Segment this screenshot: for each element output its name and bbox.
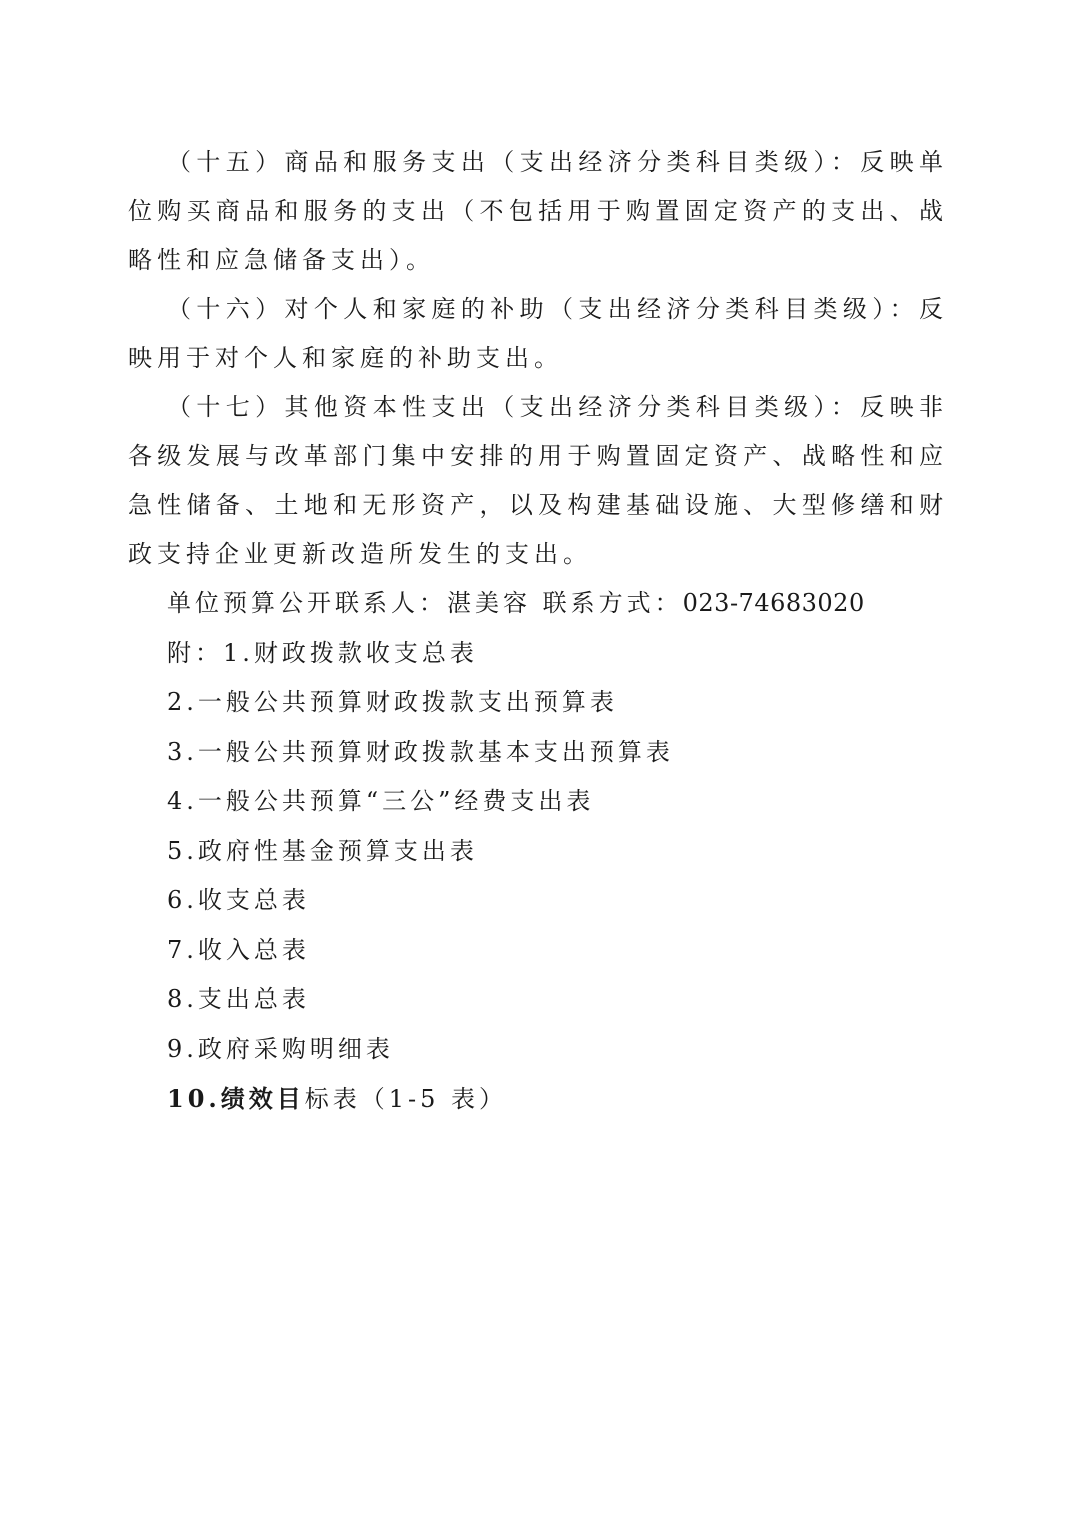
paragraph-17: （十七）其他资本性支出（支出经济分类科目类级）：反映非各级发展与改革部门集中安排的用于购置固定资产、战略性和应急性储备、土地和无形资产，以及构建基础设施、大型修缮和财政支持企业更新改造所发生的支出。 [128, 393, 948, 568]
attachment-item-3: 3.一般公共预算财政拨款基本支出预算表 [167, 737, 674, 766]
paragraph-16: （十六）对个人和家庭的补助（支出经济分类科目类级）：反映用于对个人和家庭的补助支出。 [128, 295, 948, 372]
attachment-item-4: 4.一般公共预算“三公”经费支出表 [167, 787, 595, 815]
contact-line [128, 579, 948, 629]
attachment-item-5: 5.政府性基金预算支出表 [167, 836, 478, 865]
attachment-item-2: 2.一般公共预算财政拨款支出预算表 [167, 688, 618, 716]
attachment-item-6: 6.收支总表 [167, 886, 310, 914]
document-page [128, 138, 948, 1125]
attachment-item-10-rest: 标表（1-5 表） [304, 1085, 508, 1113]
contact-method-label: 联系方式： [542, 589, 683, 617]
attachment-prefix: 附： [167, 638, 223, 667]
contact-phone: 023-74683020 [682, 589, 865, 617]
attachment-item-10-bold: 10.绩效目 [167, 1084, 305, 1113]
attachment-item-8: 8.支出总表 [167, 985, 310, 1013]
paragraph-15: （十五）商品和服务支出（支出经济分类科目类级）：反映单位购买商品和服务的支出（不包括用于购置固定资产的支出、战略性和应急储备支出）。 [128, 148, 948, 274]
attachment-item-9: 9.政府采购明细表 [167, 1034, 394, 1063]
attachment-label: 1.财政拨款收支总表 [223, 638, 478, 667]
attachment-item-10 [128, 1074, 948, 1125]
contact-person: 单位预算公开联系人：湛美容 [167, 589, 531, 617]
attachment-item-7: 7.收入总表 [167, 935, 310, 964]
attachment-item-1 [128, 629, 948, 679]
